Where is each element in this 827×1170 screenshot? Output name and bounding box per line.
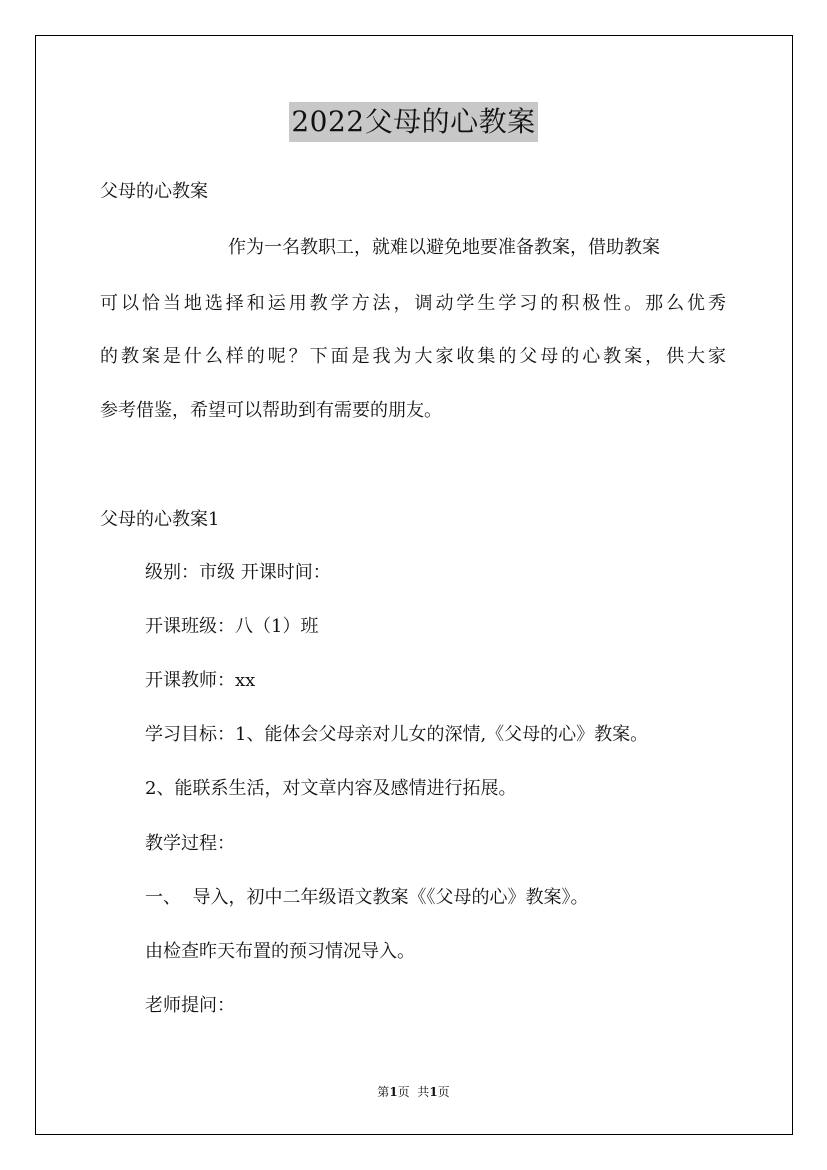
intro-line-1: 作为一名教职工，就难以避免地要准备教案，借助教案: [228, 237, 660, 258]
learning-goal-line-1: 学习目标：1、能体会父母亲对儿女的深情,《父母的心》教案。: [145, 724, 649, 745]
title-container: [0, 102, 827, 142]
teaching-process-heading: 教学过程：: [145, 833, 235, 854]
intro-line-4: 参考借鉴，希望可以帮助到有需要的朋友。: [100, 400, 442, 421]
intro-line-3: 的教案是什么样的呢？下面是我为大家收集的父母的心教案，供大家: [100, 346, 726, 367]
footer-page-number: 1: [389, 1085, 398, 1099]
footer-prefix: 第: [377, 1085, 390, 1099]
section-heading: 父母的心教案1: [100, 509, 220, 530]
learning-goal-line-2: 2、能联系生活，对文章内容及感情进行拓展。: [145, 778, 517, 799]
lesson-class-line: 开课班级：八（1）班: [145, 616, 319, 637]
lesson-level-line: 级别：市级 开课时间：: [145, 562, 331, 583]
lesson-teacher-line: 开课教师：xx: [145, 670, 256, 691]
footer-middle: 页 共: [397, 1085, 430, 1099]
footer-total-pages: 1: [429, 1085, 438, 1099]
page-footer: [0, 1084, 827, 1100]
footer-suffix: 页: [437, 1085, 450, 1099]
intro-line-2: 可以恰当地选择和运用教学方法，调动学生学习的积极性。那么优秀: [100, 293, 726, 314]
process-step-1: 一、 导入，初中二年级语文教案《《父母的心》教案》。: [145, 887, 589, 908]
document-subtitle: 父母的心教案: [100, 181, 208, 202]
document-title: 2022父母的心教案: [289, 102, 537, 142]
process-step-1-detail: 由检查昨天布置的预习情况导入。: [145, 941, 415, 962]
teacher-question-line: 老师提问：: [145, 995, 235, 1016]
